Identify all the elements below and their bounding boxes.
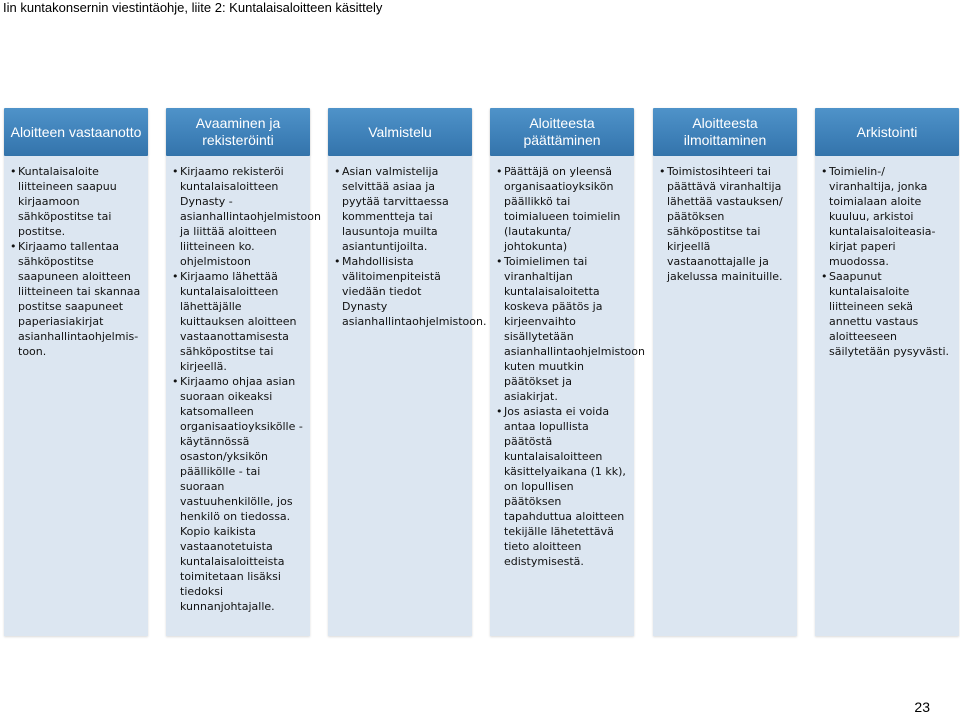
list-item: • Kirjaamo rekisteröi kuntalaisaloitteen Dynasty -asianhallintaohjelmistoon ja liittää aloitteen liitteineen ko. ohjelmistoon	[172, 165, 321, 268]
list-item: • Toimielin-/ viranhaltija, jonka toimialaan aloite kuuluu, arkistoi kuntalaisaloiteasia-kirjat paperi muodossa.	[821, 165, 936, 268]
column-header: Avaaminen ja rekisteröinti	[166, 108, 310, 156]
bullet-icon: •	[172, 165, 179, 178]
list-item: • Kirjaamo tallentaa sähköpostitse saapuneen aloitteen liitteineen tai skannaa postitse saapuneet paperiasiakirjat asianhallintaohjelmis-toon.	[10, 240, 141, 358]
item-list	[490, 156, 645, 569]
column-header: Arkistointi	[815, 108, 959, 156]
column-aloitteesta-paattaminen	[490, 108, 645, 636]
list-item: • Päättäjä on yleensä organisaatioyksikön päällikkö tai toimialueen toimielin (lautakunta/ johtokunta)	[496, 165, 621, 253]
bullet-icon: •	[496, 255, 503, 268]
column-aloitteen-vastaanotto	[4, 108, 148, 636]
list-item: • Kirjaamo lähettää kuntalaisaloitteen lähettäjälle kuittauksen aloitteen vastaanottamisesta sähköpostitse tai kirjeellä.	[172, 270, 297, 373]
item-list	[166, 156, 321, 614]
bullet-icon: •	[10, 165, 17, 178]
column-body	[4, 156, 148, 636]
column-header: Aloitteesta ilmoittaminen	[653, 108, 797, 156]
column-body	[328, 156, 487, 636]
bullet-icon: •	[334, 255, 341, 268]
column-header: Valmistelu	[328, 108, 472, 156]
column-aloitteesta-ilmoittaminen	[653, 108, 797, 636]
bullet-icon: •	[10, 240, 17, 253]
column-body	[166, 156, 321, 636]
page-number: 23	[914, 699, 930, 715]
column-body	[653, 156, 797, 636]
column-body	[815, 156, 959, 636]
column-arkistointi	[815, 108, 959, 636]
column-body	[490, 156, 645, 636]
bullet-icon: •	[821, 270, 828, 283]
column-header: Aloitteesta päättäminen	[490, 108, 634, 156]
item-list	[4, 156, 148, 359]
list-item: • Asian valmistelija selvittää asiaa ja pyytää tarvittaessa kommentteja tai lausuntoja muilta asiantuntijoilta.	[334, 165, 449, 253]
column-header: Aloitteen vastaanotto	[4, 108, 148, 156]
bullet-icon: •	[659, 165, 666, 178]
column-valmistelu	[328, 108, 487, 636]
item-list	[328, 156, 487, 329]
list-item: • Toimielimen tai viranhaltijan kuntalaisaloitetta koskeva päätös ja kirjeenvaihto sisällytetään asianhallintaohjelmistoon kuten muutkin päätökset ja asiakirjat.	[496, 255, 645, 403]
document-title: Iin kuntakonsernin viestintäohje, liite 2: Kuntalaisaloitteen käsittely	[3, 0, 383, 15]
bullet-icon: •	[172, 270, 179, 283]
bullet-icon: •	[821, 165, 828, 178]
item-list	[653, 156, 797, 284]
column-avaaminen-ja-rekisterointi	[166, 108, 321, 636]
bullet-icon: •	[172, 375, 179, 388]
list-item: • Jos asiasta ei voida antaa lopullista päätöstä kuntalaisaloitteen käsittelyaikana (1 kk), on lopullisen päätöksen tapahduttua aloitteen tekijälle lähetettävä tieto aloitteen edistymisestä.	[496, 405, 626, 568]
item-list	[815, 156, 959, 359]
list-item: • Kuntalaisaloite liitteineen saapuu kirjaamoon sähköpostitse tai postitse.	[10, 165, 117, 238]
list-item: • Toimistosihteeri tai päättävä viranhaltija lähettää vastauksen/ päätöksen sähköpostitse tai kirjeellä vastaanottajalle ja jakelussa mainituille.	[659, 165, 783, 283]
bullet-icon: •	[496, 405, 503, 418]
bullet-icon: •	[496, 165, 503, 178]
list-item: • Saapunut kuntalaisaloite liitteineen sekä annettu vastaus aloitteeseen säilytetään pysyvästi.	[821, 270, 950, 358]
list-item: • Mahdollisista välitoimenpiteistä viedään tiedot Dynasty asianhallintaohjelmistoon.	[334, 255, 487, 328]
list-item: • Kirjaamo ohjaa asian suoraan oikeaksi katsomalleen organisaatioyksikölle -käytännössä osaston/yksikön päällikölle - tai suoraan vastuuhenkilölle, jos henkilö on tiedossa. Kopio kaikista vastaanotetuista kuntalaisaloitteista toimitetaan lisäksi tiedoksi kunnanjohtajalle.	[172, 375, 303, 613]
bullet-icon: •	[334, 165, 341, 178]
